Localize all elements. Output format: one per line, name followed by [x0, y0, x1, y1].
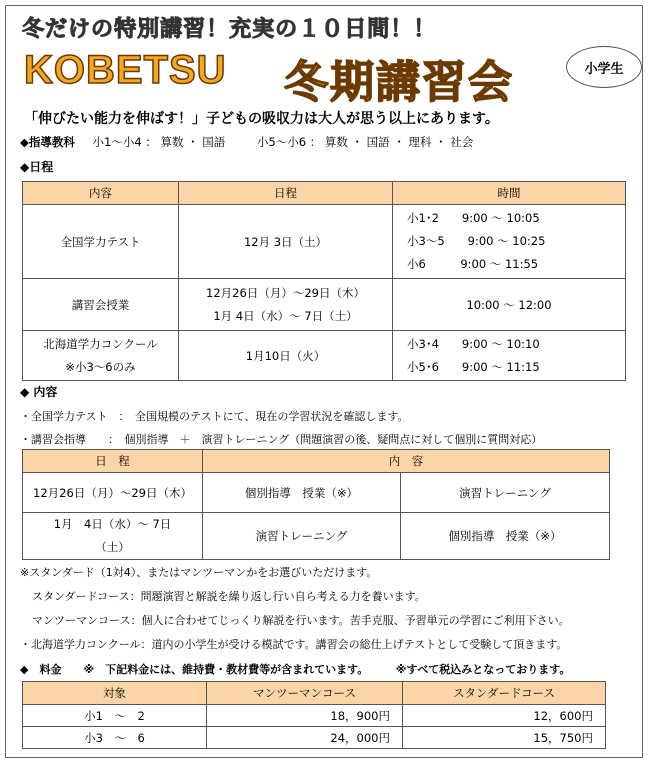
table-cell: 12，600円 [403, 705, 606, 727]
date-line: 1月 4日（水）～ 7日 [53, 517, 172, 531]
banner-char: 間 [367, 17, 391, 42]
table-row [23, 705, 606, 727]
banner-char: 実 [252, 17, 276, 42]
banner-char: ！ [390, 17, 414, 42]
banner-char: の [91, 17, 115, 42]
subjects-label: ◆指導教科 [20, 135, 75, 149]
header-cell: 時間 [393, 182, 626, 205]
time-line: 小6 9:00 ～ 11:55 [407, 257, 539, 271]
table-cell: 10:00 ～ 12:00 [393, 279, 626, 331]
time-line: 小3･4 9:00 ～ 10:10 [407, 336, 540, 351]
banner-char: の [275, 17, 299, 42]
banner-char: 講 [160, 17, 184, 42]
table-cell: 15，750円 [403, 727, 606, 749]
table-row [23, 205, 626, 279]
banner-char: ！ [206, 17, 230, 42]
subjects-upper: 小5～小6 ： 算数 ・ 国語 ・ 理科 ・ 社会 [256, 135, 474, 149]
table-cell [393, 331, 626, 381]
banner-char: ０ [321, 17, 345, 42]
table-cell: 24，000円 [207, 727, 403, 749]
page-title: 冬期講習会 [284, 57, 514, 108]
lead-text: 「伸びたい能力を伸ばす！」子どもの吸収力は大人が思う以上にあります。 [24, 111, 499, 127]
banner-char: だ [45, 17, 69, 42]
table-row [23, 331, 626, 381]
table-cell: 小1 ～ 2 [23, 705, 207, 727]
header-cell: 日程 [179, 182, 393, 205]
subjects-line [20, 134, 473, 150]
schedule-label: ◆日程 [20, 160, 54, 174]
banner-char: 習 [183, 17, 207, 42]
header-cell: 内 容 [203, 450, 610, 473]
subjects-lower: 小1～小4 ： 算数 ・ 国語 [92, 135, 226, 149]
table-row [23, 279, 626, 331]
table-cell: 18，900円 [207, 705, 403, 727]
table-cell [23, 513, 203, 560]
header-cell: マンツーマンコース [207, 682, 403, 705]
banner-char: 特 [114, 17, 138, 42]
header-cell: 日 程 [23, 450, 203, 473]
table-cell: 12月 3日（土） [179, 205, 393, 279]
time-line: 小3～5 9:00 ～ 10:25 [407, 234, 546, 248]
table-header-row [23, 682, 606, 705]
header-cell: 対象 [23, 682, 207, 705]
grade-badge: 小学生 [566, 46, 642, 88]
banner-char: ！ [413, 17, 437, 42]
banner-char: 日 [344, 17, 368, 42]
fees-label: ◆ 料金 ※ 下記料金には、維持費・教材費等が含まれています。 ※すべて税込みとなっております。 [20, 663, 571, 676]
date-line: 12月26日（月）～29日（木） [206, 285, 365, 300]
table-cell: 演習トレーニング [401, 473, 610, 513]
time-line: 小1･2 9:00 ～ 10:05 [407, 211, 540, 225]
table-cell [179, 279, 393, 331]
banner-char: １ [298, 17, 322, 42]
table-cell [23, 331, 179, 381]
headline-banner [22, 12, 436, 43]
banner-char: 充 [229, 17, 253, 42]
details-label: ◆ 内容 [20, 385, 58, 399]
table-header-row [23, 182, 626, 205]
content-line: ※小3～6のみ [65, 359, 136, 374]
date-line: （土） [95, 540, 130, 554]
table-row [23, 513, 610, 560]
details-test: ・全国学力テスト ： 全国規模のテストにて、現在の学習状況を確認します。 [20, 410, 409, 423]
fees-table [22, 681, 606, 749]
note-standard: スタンダードコース：問題演習と解説を繰り返し行い自ら考える力を養います。 [32, 590, 426, 603]
content-line: 北海道学力コンクール [43, 336, 158, 351]
table-header-row [23, 450, 610, 473]
table-cell: 12月26日（月）～29日（木） [23, 473, 203, 513]
table-cell: 小3 ～ 6 [23, 727, 207, 749]
flyer-page [5, 5, 643, 758]
date-line: 1月 4日（水）～ 7日（土） [213, 308, 358, 323]
brand-logo-text: KOBETSU [24, 48, 227, 92]
time-line: 小5･6 9:00 ～ 11:15 [407, 359, 540, 374]
header-cell: スタンダードコース [403, 682, 606, 705]
banner-char: 別 [137, 17, 161, 42]
banner-char: 冬 [22, 17, 46, 42]
table-cell: 個別指導 授業（※） [203, 473, 401, 513]
header-cell: 内容 [23, 182, 179, 205]
course-table [22, 449, 610, 560]
table-cell: 全国学力テスト [23, 205, 179, 279]
note-contest: ・北海道学力コンクール：道内の小学生が受ける模試です。講習会の総仕上げテストとして受験して頂きます。 [20, 638, 568, 651]
schedule-table [22, 181, 626, 381]
note-mantoman: マンツーマンコース：個人に合わせてじっくり解説を行います。苦手克服、予習単元の学習にご利用下さい。 [32, 614, 570, 627]
table-row [23, 727, 606, 749]
table-cell: 講習会授業 [23, 279, 179, 331]
table-cell: 個別指導 授業（※） [401, 513, 610, 560]
table-row [23, 473, 610, 513]
table-cell: 演習トレーニング [203, 513, 401, 560]
table-cell: 1月10日（火） [179, 331, 393, 381]
banner-char: け [68, 17, 92, 42]
note-choice: ※スタンダード（1対4）、またはマンツーマンかをお選びいただけます。 [20, 566, 378, 579]
details-course: ・講習会指導 ： 個別指導 ＋ 演習トレーニング（問題演習の後、疑問点に対して個別に質問対応） [20, 433, 543, 446]
table-cell [393, 205, 626, 279]
